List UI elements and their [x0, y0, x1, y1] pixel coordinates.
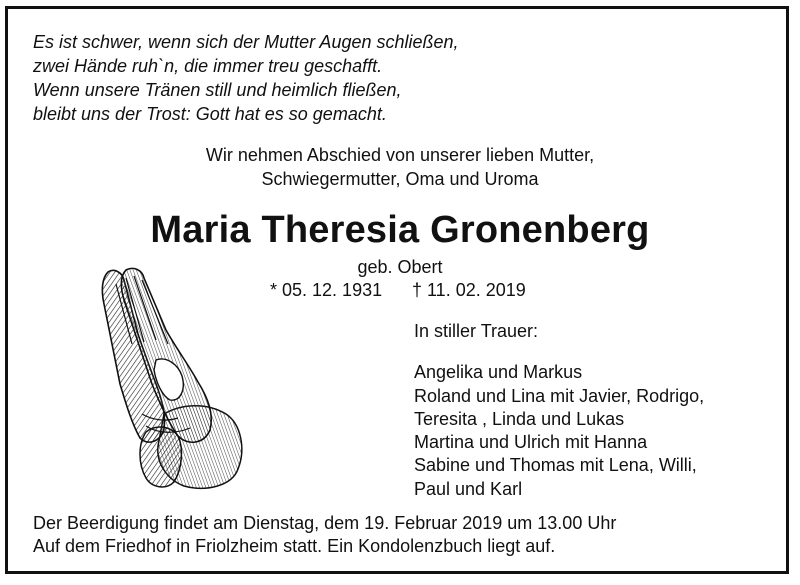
funeral-line: Auf dem Friedhof in Friolzheim statt. Ein Kondolenzbuch liegt auf. [33, 536, 556, 556]
mourner-line: Teresita , Linda und Lukas [414, 408, 625, 429]
funeral-line: Der Beerdigung findet am Dienstag, dem 19. Februar 2019 um 13.00 Uhr [33, 513, 617, 533]
farewell-intro [0, 143, 800, 191]
birth-name: geb. Obert [357, 257, 443, 277]
intro-line: Wir nehmen Abschied von unserer lieben Mutter, [205, 145, 595, 165]
praying-hands-icon [86, 264, 248, 494]
mourners-block [414, 320, 704, 501]
mourner-line: Angelika und Markus [414, 362, 583, 383]
poem-line: bleibt uns der Trost: Gott hat es so gemacht. [33, 104, 387, 124]
mourner-line: Sabine und Thomas mit Lena, Willi, [414, 455, 697, 476]
funeral-info [33, 512, 616, 558]
poem-line: zwei Hände ruh`n, die immer treu geschafft. [33, 56, 383, 76]
mourner-line: Martina und Ulrich mit Hanna [414, 432, 648, 453]
poem-line: Es ist schwer, wenn sich der Mutter Augen schließen, [33, 32, 459, 52]
birth-date: * 05. 12. 1931 [270, 280, 383, 300]
poem [33, 30, 459, 126]
poem-line: Wenn unsere Tränen still und heimlich fließen, [33, 80, 402, 100]
mourners-heading: In stiller Trauer: [414, 321, 539, 341]
deceased-name: Maria Theresia Gronenberg [150, 209, 650, 251]
mourner-line: Roland und Lina mit Javier, Rodrigo, [414, 385, 705, 406]
death-date: † 11. 02. 2019 [412, 280, 526, 300]
mourner-line: Paul und Karl [414, 478, 523, 499]
intro-line: Schwiegermutter, Oma und Uroma [261, 169, 539, 189]
